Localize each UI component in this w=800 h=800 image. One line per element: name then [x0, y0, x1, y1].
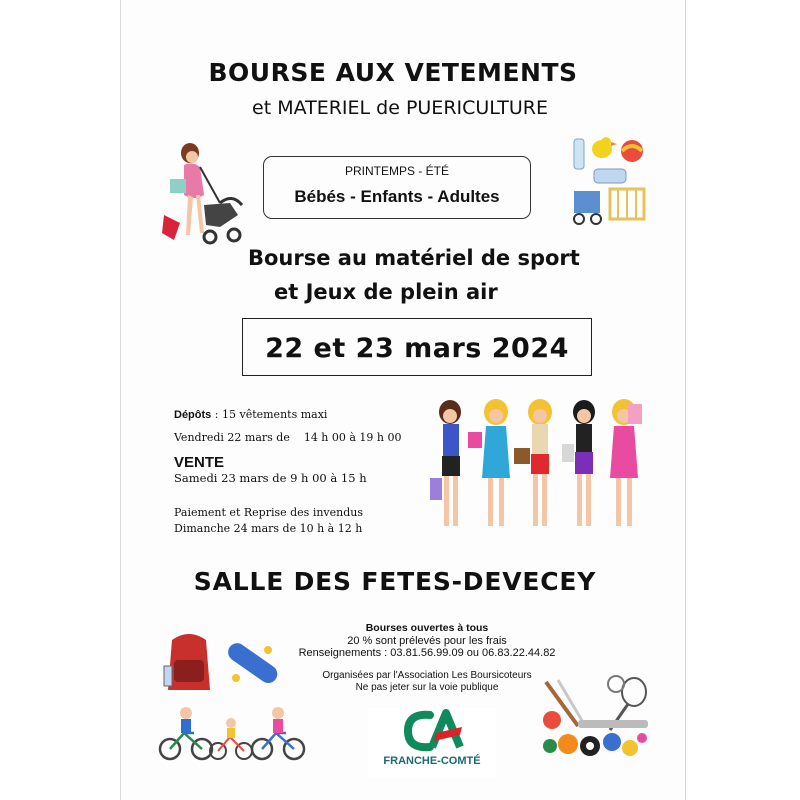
deposits-text: : 15 vêtements maxi: [211, 408, 328, 421]
sport-headline-line2: et Jeux de plein air: [274, 280, 498, 304]
sports-equipment-illustration: [538, 676, 650, 760]
credit-agricole-logo: [402, 709, 464, 751]
poster-subtitle: et MATERIEL de PUERICULTURE: [252, 97, 548, 119]
age-groups-label: Bébés - Enfants - Adultes: [294, 187, 500, 206]
info-phone-text: Renseignements : 03.81.56.99.09 ou 06.83.22.44.82: [298, 647, 556, 659]
organizer-text: Organisées par l'Association Les Boursicoteurs: [322, 670, 532, 681]
litter-notice: Ne pas jeter sur la voie publique: [355, 682, 499, 693]
baby-items-illustration: [570, 135, 650, 230]
payment-line1: Paiement et Reprise des invendus: [174, 506, 363, 519]
payment-line2: Dimanche 24 mars de 10 h à 12 h: [174, 522, 363, 535]
woman-with-stroller-illustration: [160, 135, 250, 260]
sale-label: VENTE: [174, 454, 225, 471]
sponsor-region-label: FRANCHE-COMTÉ: [383, 755, 481, 767]
shopping-women-illustration: [428, 398, 643, 538]
deposits-label: Dépôts: [174, 409, 212, 421]
sale-time: Samedi 23 mars de 9 h 00 à 15 h: [174, 471, 367, 485]
poster-title: BOURSE AUX VETEMENTS: [208, 58, 578, 87]
sport-headline-line1: Bourse au matériel de sport: [248, 246, 580, 270]
cycling-family-illustration: [158, 703, 308, 763]
backpack-illustration: [162, 630, 217, 695]
fee-text: 20 % sont prélevés pour les frais: [347, 635, 507, 647]
deposits-line: [174, 408, 327, 421]
season-label: PRINTEMPS - ÉTÉ: [344, 164, 449, 178]
venue-name: SALLE DES FETES-DEVECEY: [193, 567, 597, 596]
open-to-all-text: Bourses ouvertes à tous: [365, 622, 489, 634]
deposits-time: Vendredi 22 mars de 14 h 00 à 19 h 00: [174, 431, 402, 444]
event-dates: 22 et 23 mars 2024: [265, 333, 569, 364]
